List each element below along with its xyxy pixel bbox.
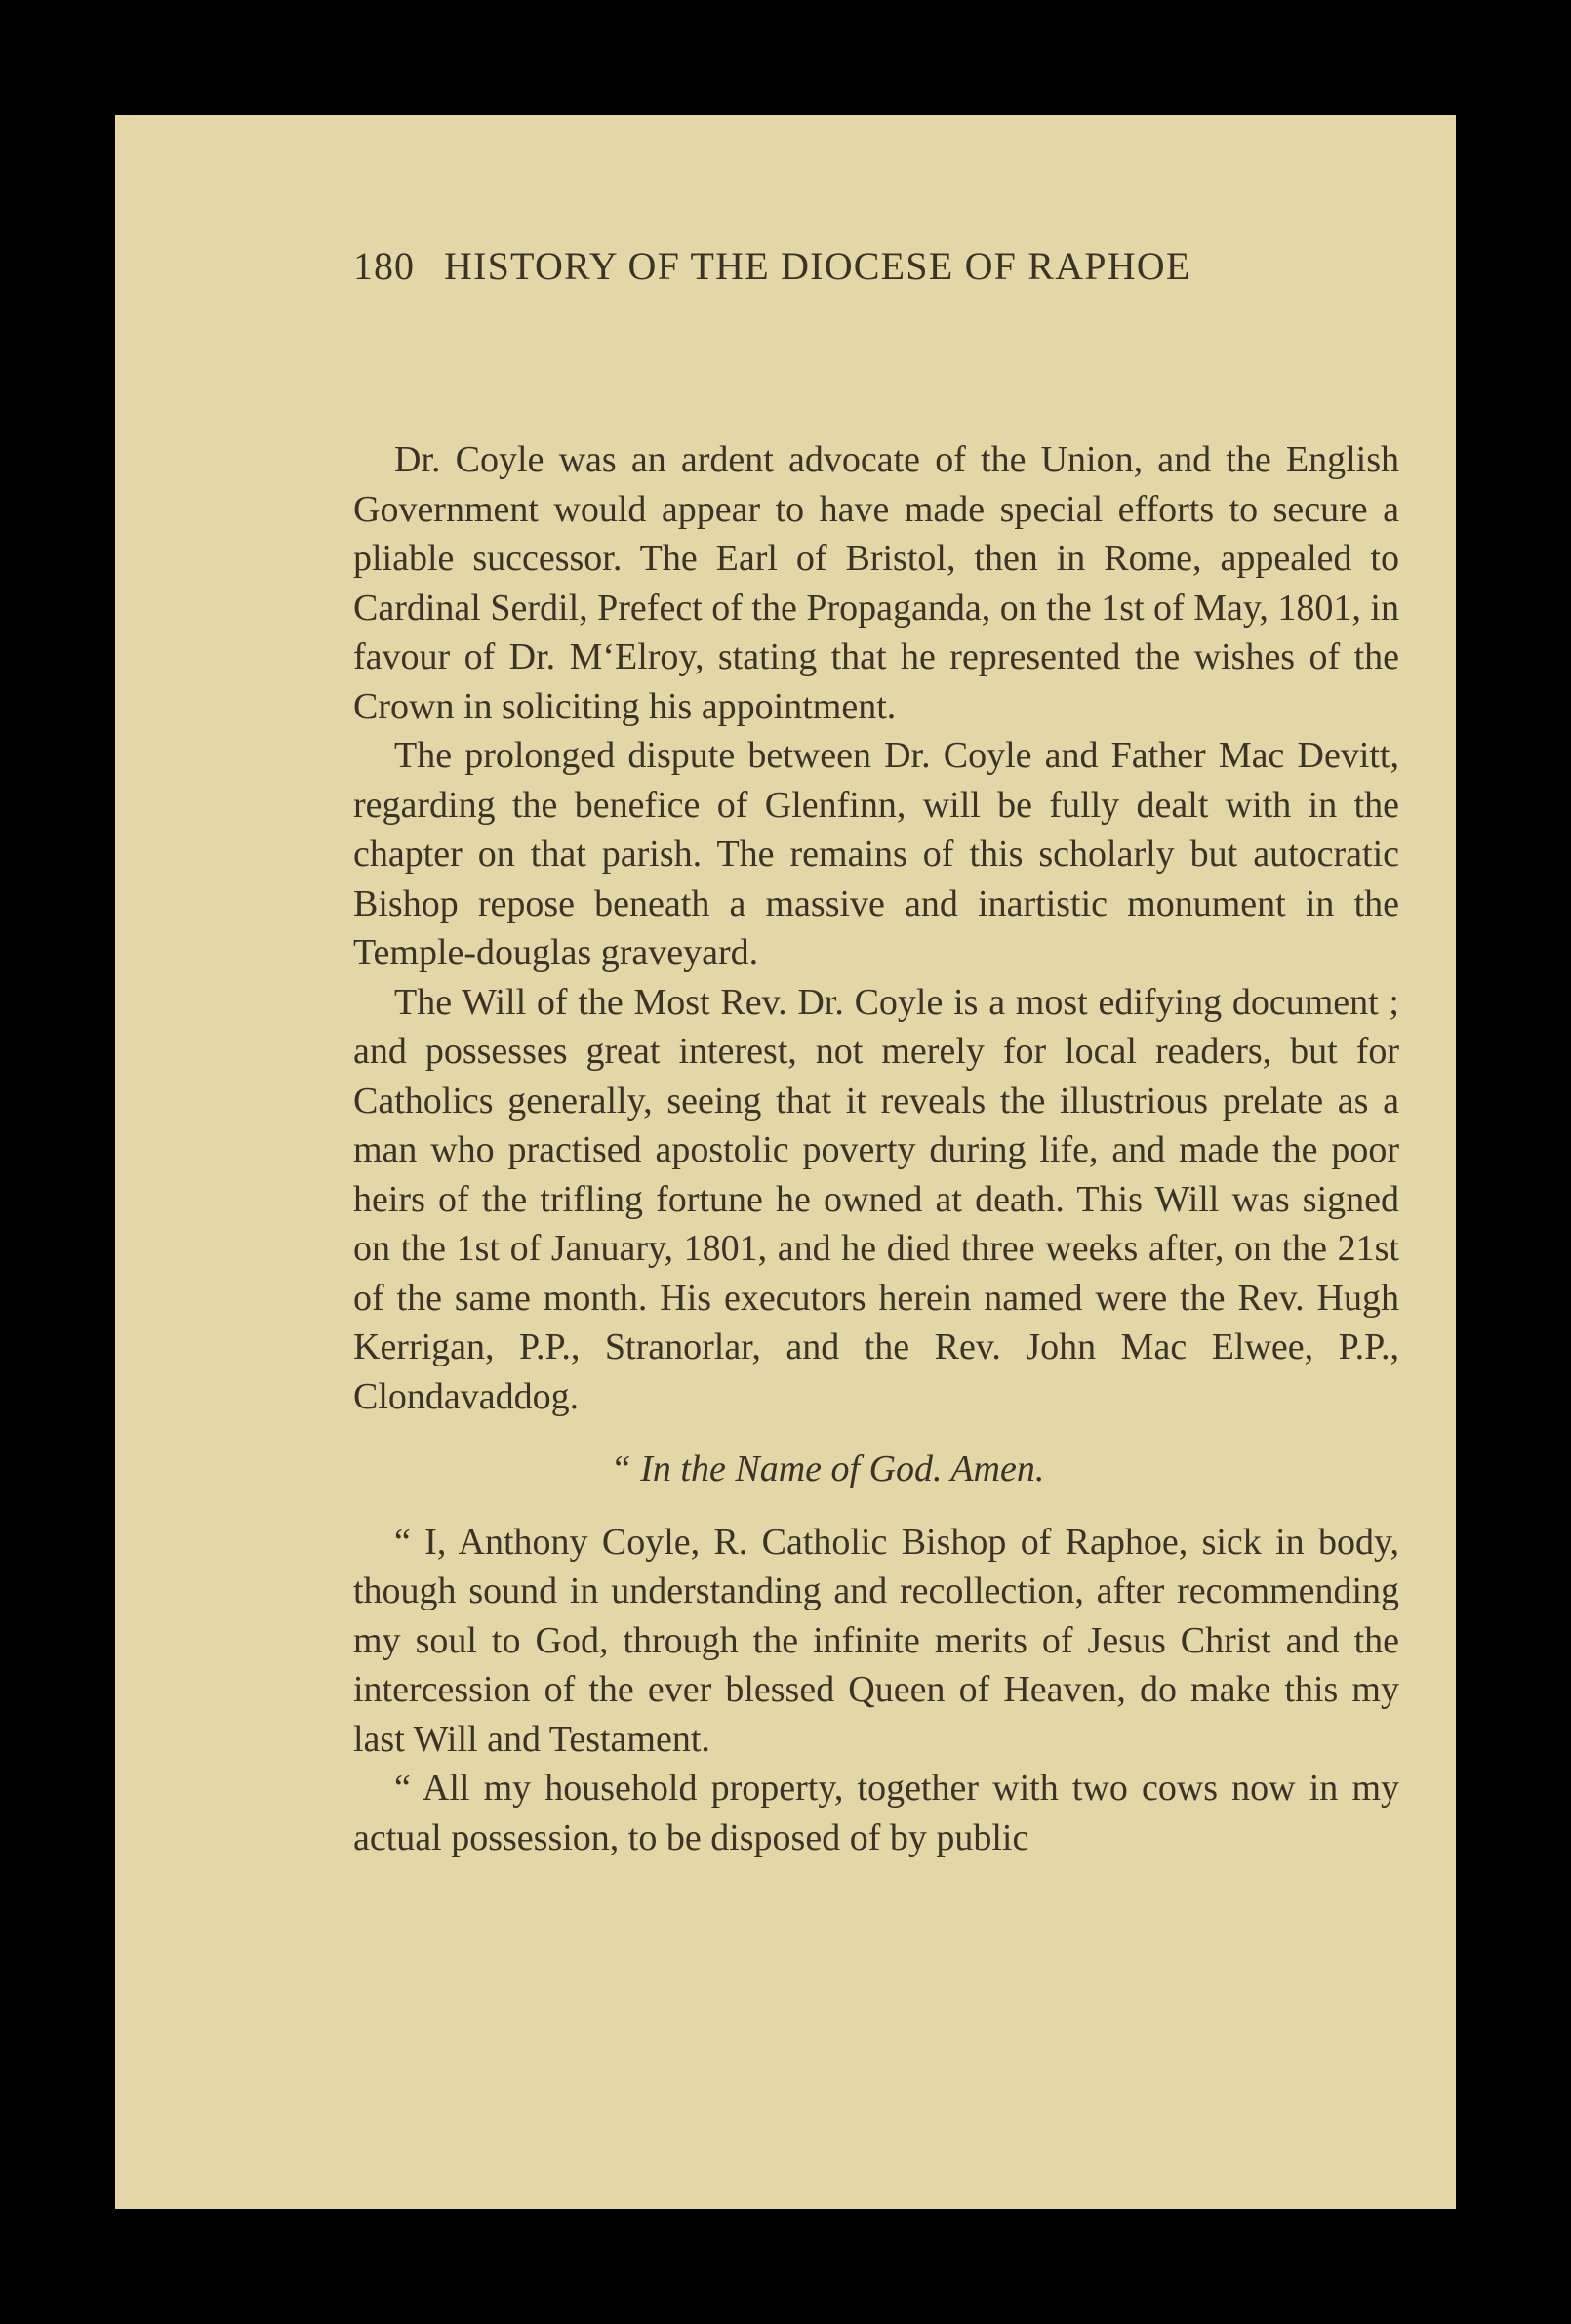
paragraph-will: The Will of the Most Rev. Dr. Coyle is a most edifying document ; and possesses great interest, not merely for local readers, but for Catholics generally, seeing that it reveals the illustrious prelate as a man who practised apostolic poverty during life, and made the poor heirs of the trifling fortune he owned at death. This Will was signed on the 1st of January, 1801, and he died three weeks after, on the 21st of the same month. His executors herein named were the Rev. Hugh Kerrigan, P.P., Stranorlar, and the Rev. John Mac Elwee, P.P., Clondavaddog. [353,981,1399,1417]
running-title: HISTORY OF THE DIOCESE OF RAPHOE [444,244,1191,288]
will-paragraph-property: “ All my household property, together with two cows now in my actual possession, to be disposed of by public [353,1768,1399,1858]
page-number: 180 [353,244,415,288]
paragraph-dispute: The prolonged dispute between Dr. Coyle and Father Mac Devitt, regarding the benefice of Glenfinn, will be fully dealt with in the chapter on that parish. The remains of this scholarly but autocratic Bishop repose beneath a massive and inartistic monument in the Temple-douglas graveyard. [353,735,1399,973]
will-paragraph-declaration: “ I, Anthony Coyle, R. Catholic Bishop of Raphoe, sick in body, though sound in understanding and recollection, after recommending my soul to God, through the infinite merits of Jesus Christ and the intercession of the ever blessed Queen of Heaven, do make this my last Will and Testament. [353,1521,1399,1760]
book-page [115,115,1456,2209]
body-text [353,435,1399,1862]
running-head [353,232,1499,301]
paragraph-union: Dr. Coyle was an ardent advocate of the Union, and the English Government would appear to have made special efforts to secure a pliable successor. The Earl of Bristol, then in Rome, appealed to Cardinal Serdil, Prefect of the Propaganda, on the 1st of May, 1801, in favour of Dr. M‘Elroy, stating that he represented the wishes of the Crown in soliciting his appointment. [353,439,1399,727]
will-heading: “ In the Name of God. Amen. [610,1448,1045,1489]
